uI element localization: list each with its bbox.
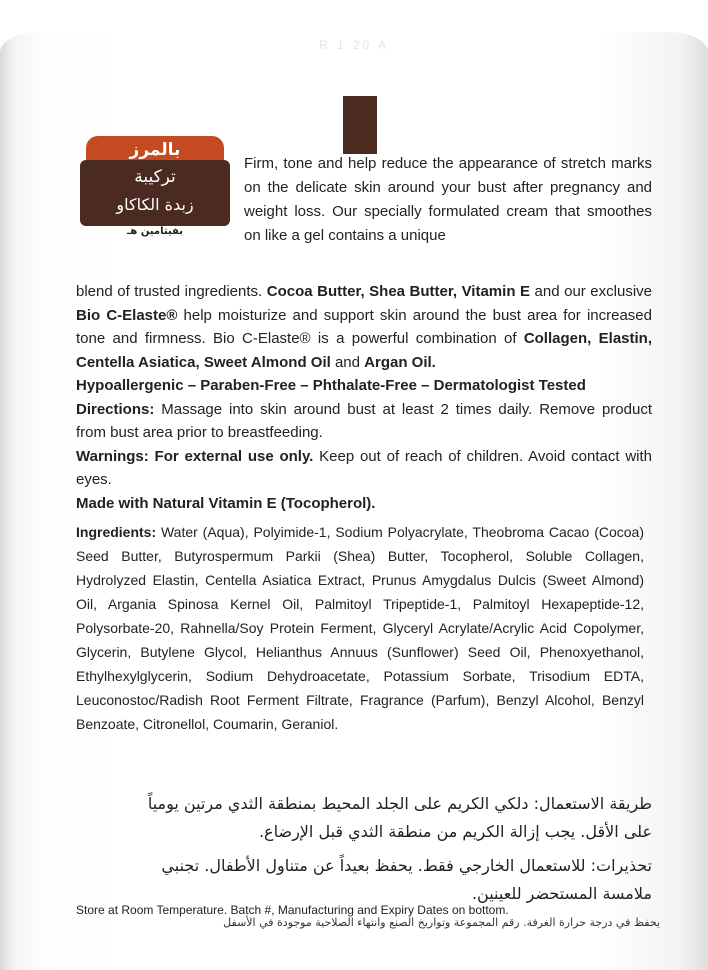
made-with: Made with Natural Vitamin E (Tocopherol). <box>76 494 376 512</box>
arabic-directions <box>70 790 652 846</box>
storage-text: Store at Room Temperature. Batch #, Manufacturing and Expiry Dates on bottom. <box>76 903 509 917</box>
warnings-label: Warnings: For external use only. <box>76 447 314 465</box>
bio-c-elaste: Bio C-Elaste® <box>76 306 178 324</box>
warnings <box>76 445 652 492</box>
storage-text-arabic: يحفظ في درجة حرارة الغرفة. رقم المجموعة وتواريخ الصنع وانتهاء الصلاحية موجودة في الأسفل <box>223 916 660 929</box>
color-marker <box>343 96 377 154</box>
ingredients-text: Water (Aqua), Polyimide-1, Sodium Polyacrylate, Theobroma Cacao (Cocoa) Seed Butter, Butyrospermum Parkii (Shea) Butter, Tocopherol, Soluble Collagen, Hydrolyzed Elastin, Centella Asiatica Extract, Prunus Amygdalus Dulcis (Sweet Almond) Oil, Argania Spinosa Kernel Oil, Palmitoyl Tripeptide-1, Palmitoyl Hexapeptide-12, Polysorbate-20, Rahnella/Soy Protein Ferment, Glyceryl Acrylate/Acrylic Acid Copolymer, Glycerin, Butylene Glycol, Helianthus Annuus (Sunflower) Seed Oil, Phenoxyethanol, Ethylhexylglycerin, Sodium Dehydroacetate, Potassium Sorbate, Trisodium EDTA, Leuconostoc/Radish Root Ferment Filtrate, Fragrance (Parfum), Benzyl Alcohol, Benzyl Benzoate, Citronellol, Coumarin, Geraniol. <box>76 524 644 732</box>
warnings-text: Keep out of reach of children. Avoid contact with eyes. <box>76 447 653 488</box>
intro-text: Firm, tone and help reduce the appearance of stretch marks on the delicate skin around your bust after pregnancy and weight loss. Our specially formulated cream that smoothes on like a gel contains a unique <box>244 155 652 244</box>
blend-and: and <box>330 353 365 371</box>
product-description <box>76 280 652 515</box>
badge-body <box>80 160 230 226</box>
blend-mid-2: help moisturize and support skin around the bust area for increased tone and firmness. Bio C-Elaste® is a powerful combination of <box>76 306 652 347</box>
claims: Hypoallergenic – Paraben-Free – Phthalate-Free – Dermatologist Tested <box>76 377 586 394</box>
blend-prefix: blend of trusted ingredients. <box>76 283 267 300</box>
arabic-directions-1: طريقة الاستعمال: دلكي الكريم على الجلد المحيط بمنطقة الثدي مرتين يومياً <box>147 794 652 813</box>
arabic-badge <box>80 136 230 242</box>
bold-list: Collagen, Elastin, Centella Asiatica, Sweet Almond Oil <box>76 330 652 371</box>
directions-text: Massage into skin around bust at least 2 times daily. Remove product from bust area prior to breastfeeding. <box>76 400 652 441</box>
ingredients-label: Ingredients: <box>76 524 157 540</box>
arabic-directions-2: على الأقل. يجب إزالة الكريم من منطقة الثدي قبل الإرضاع. <box>258 822 652 841</box>
badge-line-1: تركيبة <box>134 167 176 187</box>
badge-line-2: زبدة الكاكاو <box>116 195 194 214</box>
ingredients <box>76 520 644 736</box>
directions-label: Directions: <box>76 400 155 418</box>
argan-oil: Argan Oil. <box>364 353 436 371</box>
badge-brand: بالمرز <box>86 136 224 164</box>
crimp-code: R 1 20 A <box>318 38 390 52</box>
arabic-warnings-2: ملامسة المستحضر للعينين. <box>471 884 652 903</box>
blend-paragraph <box>76 280 652 374</box>
blend-mid: and our exclusive <box>530 283 653 300</box>
directions <box>76 398 652 445</box>
key-ingredients: Cocoa Butter, Shea Butter, Vitamin E <box>266 283 531 300</box>
arabic-warnings-1: تحذيرات: للاستعمال الخارجي فقط. يحفظ بعيداً عن متناول الأطفال. تجنبي <box>161 856 652 875</box>
badge-sub: بفيتامين هـ <box>127 226 183 237</box>
